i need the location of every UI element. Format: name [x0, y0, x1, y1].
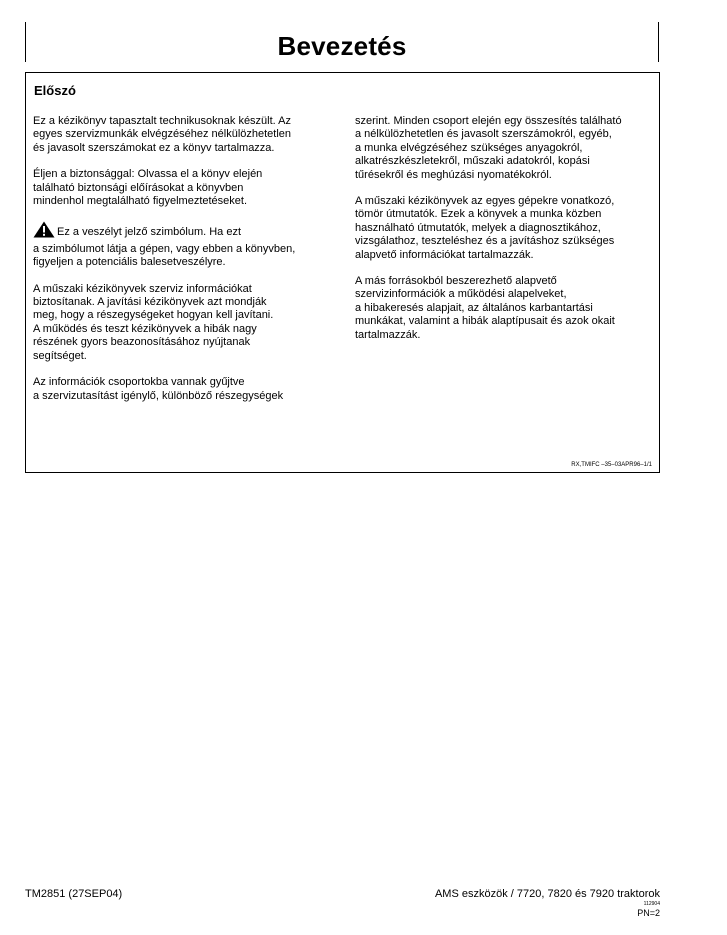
- text-line: szerint. Minden csoport elején egy összesítés található: [355, 115, 622, 127]
- left-column: [33, 115, 338, 416]
- footer-page-number: PN=2: [637, 908, 660, 918]
- text-line: tömör útmutatók. Ezek a könyvek a munka közben: [355, 208, 602, 221]
- footer-code: 112904: [643, 901, 660, 907]
- paragraph-technical-manuals: [355, 195, 655, 262]
- text-line: tartalmazzák.: [355, 328, 421, 341]
- text-line: alkatrészkészletekről, műszaki adatokról, kopási: [355, 155, 590, 168]
- title-box: [25, 22, 659, 62]
- footer-product: AMS eszközök / 7720, 7820 és 7920 traktorok: [434, 888, 660, 900]
- content-box: [25, 72, 660, 473]
- text-line: a nélkülözhetetlen és javasolt szerszámokról, egyéb,: [355, 128, 612, 141]
- text-line: Éljen a biztonsággal: Olvassa el a könyv elején: [33, 168, 263, 181]
- text-line: A műszaki kézikönyvek szerviz információkat: [33, 282, 252, 295]
- text-line: részének gyors beazonosításához nyújtanak: [33, 336, 251, 349]
- paragraph-safety: [33, 168, 338, 208]
- text-line: munkákat, valamint a hibák alaptípusait és azok okait: [355, 315, 615, 328]
- warning-line: [33, 221, 338, 242]
- paragraph-summary: [355, 115, 655, 182]
- section-heading: Előszó: [34, 83, 76, 98]
- text-line: és javasolt szerszámokat ez a könyv tartalmazza.: [33, 141, 275, 154]
- text-line: mindenhol megtalálható figyelmeztetéseket.: [33, 195, 248, 208]
- paragraph-warning: [33, 221, 338, 269]
- text-line: Az információk csoportokba vannak gyűjtve: [33, 376, 245, 389]
- text-line: tűrésekről és meghúzási nyomatékokról.: [355, 168, 552, 181]
- text-line: található biztonsági előírásokat a könyvben: [33, 181, 244, 194]
- paragraph-other-sources: [355, 275, 655, 342]
- text-line: használható útmutatók, melyek a diagnosztikához,: [355, 221, 601, 234]
- text-line: A működés és teszt kézikönyvek a hibák nagy: [33, 322, 257, 335]
- text-line: figyeljen a potenciális balesetveszélyre.: [33, 256, 226, 269]
- text-line: meg, hogy a részegységeket hogyan kell javítani.: [33, 309, 274, 322]
- right-column: [355, 115, 655, 355]
- text-line: Ez a kézikönyv tapasztalt technikusoknak készült. Az: [33, 115, 292, 127]
- warning-triangle-icon: [33, 221, 55, 242]
- text-line: a hibakeresés alapjait, az általános karbantartási: [355, 301, 593, 314]
- footer-manual-id: TM2851 (27SEP04): [25, 888, 123, 900]
- text-line: A más forrásokból beszerezhető alapvető: [355, 275, 557, 288]
- text-line: a szimbólumot látja a gépen, vagy ebben a könyvben,: [33, 242, 296, 255]
- page-title: Bevezetés: [277, 31, 407, 61]
- text-line: A műszaki kézikönyvek az egyes gépekre vonatkozó,: [355, 195, 615, 208]
- warning-first-line: Ez a veszélyt jelző szimbólum. Ha ezt: [57, 226, 242, 239]
- text-line: szervizinformációk a működési alapelveket,: [355, 288, 567, 301]
- text-line: a szervizutasítást igénylő, különböző részegységek: [33, 389, 284, 402]
- paragraph-groups: [33, 376, 338, 403]
- text-line: alapvető információkat tartalmazzák.: [355, 248, 534, 261]
- text-line: segítséget.: [33, 349, 87, 362]
- paragraph-intro: [33, 115, 338, 155]
- paragraph-manuals: [33, 283, 338, 363]
- text-line: biztosítanak. A javítási kézikönyvek azt mondják: [33, 296, 267, 309]
- reference-code: RX,TMIFC –35–03APR96–1/1: [571, 462, 652, 468]
- text-line: a munka elvégzéséhez szükséges anyagokról,: [355, 141, 583, 154]
- text-line: egyes szervizmunkák elvégzéséhez nélkülözhetetlen: [33, 128, 292, 141]
- text-line: vizsgálathoz, teszteléshez és a javításhoz szükséges: [355, 235, 615, 248]
